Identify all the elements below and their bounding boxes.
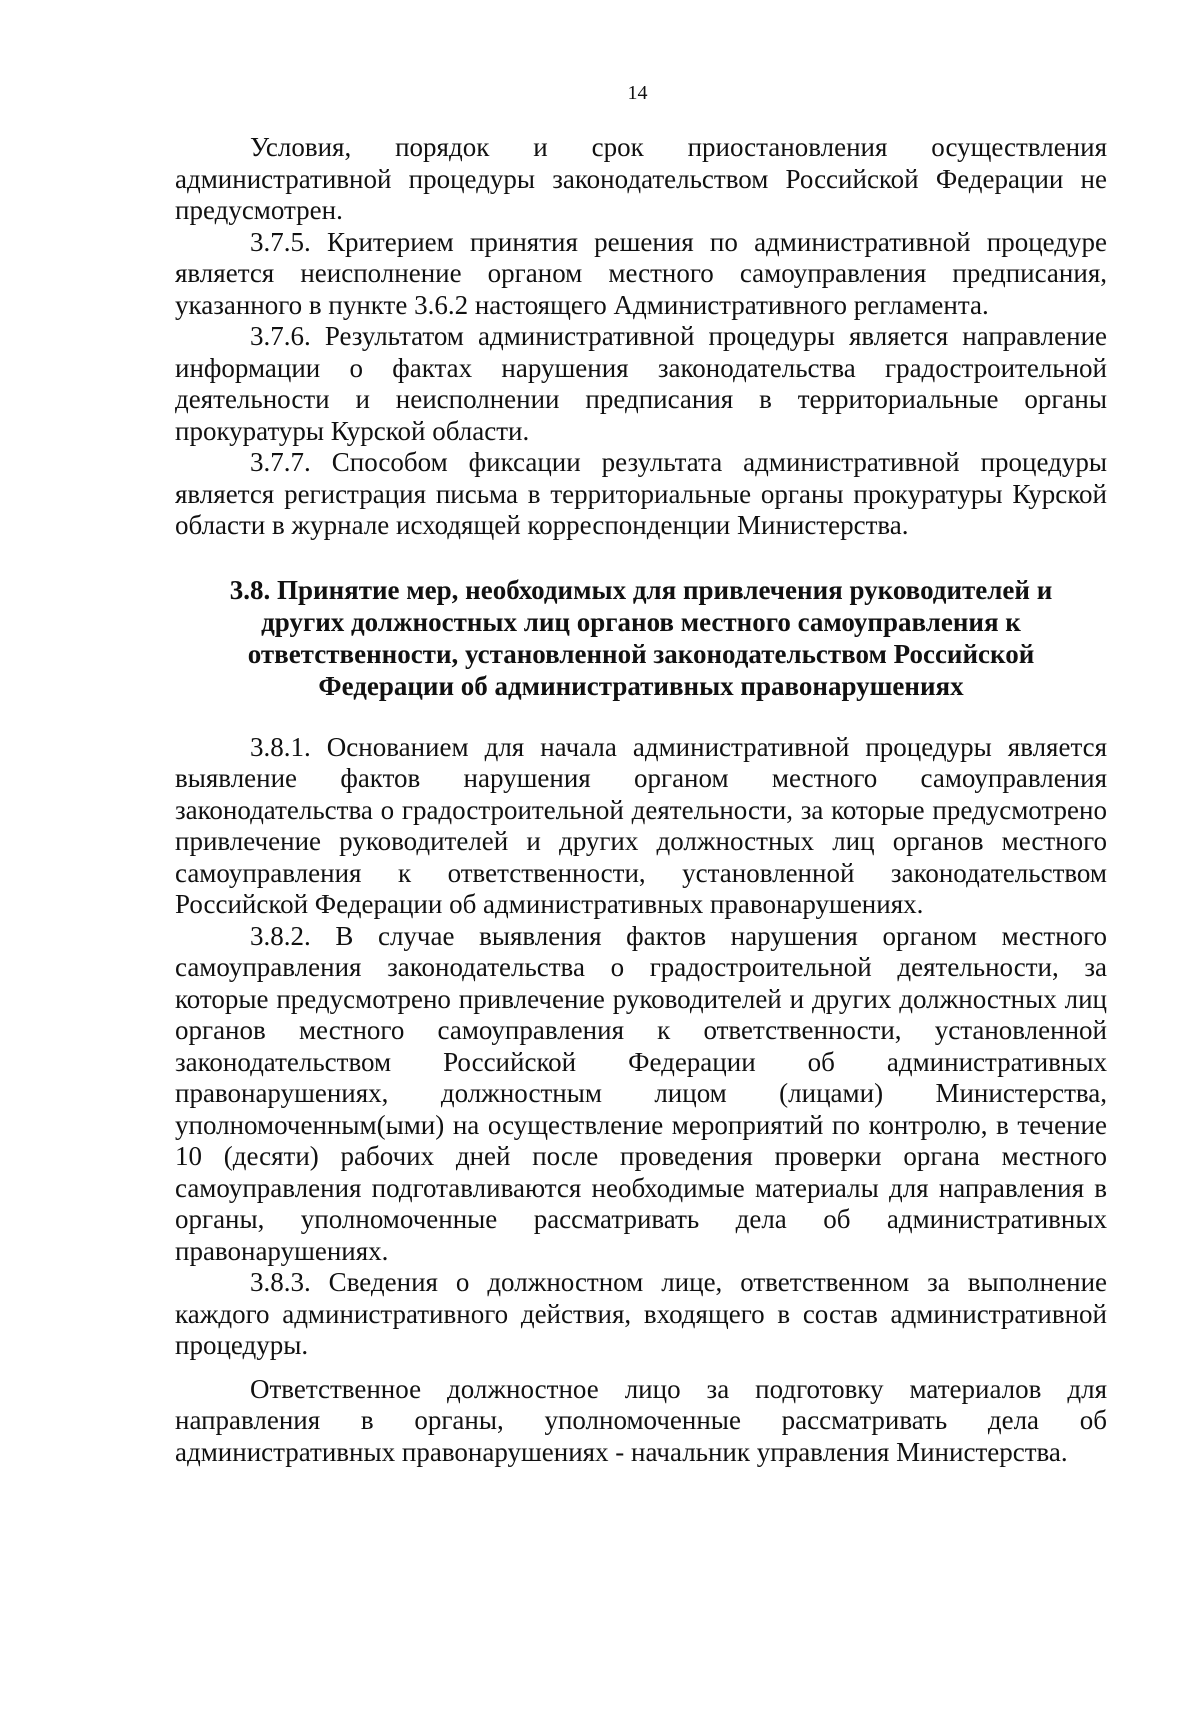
paragraph-3-8-1: 3.8.1. Основанием для начала административной процедуры является выявление фактов нарушения органом местного самоуправления законодательства о градостроительной деятельности, за которые предусмотрено привлечение руководителей и других должностных лиц органов местного самоуправления к ответственности, установленной законодательством Российской Федерации об административных правонарушениях. xyxy=(175,731,1107,919)
paragraph-suspension-conditions: Условия, порядок и срок приостановления осуществления административной процедуры законодательством Российской Федерации не предусмотрен. xyxy=(175,132,1107,225)
section-heading-3-8: 3.8. Принятие мер, необходимых для привлечения руководителей и других должностных лиц органов местного самоуправления к ответственности, установленной законодательством Российской Федерации об административных правонарушениях xyxy=(229,574,1053,701)
paragraph-3-7-6: 3.7.6. Результатом административной процедуры является направление информации о фактах нарушения законодательства градостроительной деятельности и неисполнении предписания в территориальные органы прокуратуры Курской области. xyxy=(175,321,1107,446)
paragraph-3-8-2: 3.8.2. В случае выявления фактов нарушения органом местного самоуправления законодательства о градостроительной деятельности, за которые предусмотрено привлечение руководителей и других должностных лиц органов местного самоуправления к ответственности, установленной законодательством Российской Федерации об административных правонарушениях, должностным лицом (лицами) Министерства, уполномоченным(ыми) на осуществление мероприятий по контролю, в течение 10 (десяти) рабочих дней после проведения проверки органа местного самоуправления подготавливаются необходимые материалы для направления в органы, уполномоченные рассматривать дела об административных правонарушениях. xyxy=(175,920,1107,1266)
paragraph-responsible-official: Ответственное должностное лицо за подготовку материалов для направления в органы, уполномоченные рассматривать дела об административных правонарушениях - начальник управления Министерства. xyxy=(175,1373,1107,1467)
paragraph-3-8-3: 3.8.3. Сведения о должностном лице, ответственном за выполнение каждого административного действия, входящего в состав административной процедуры. xyxy=(175,1267,1107,1360)
paragraph-3-7-5: 3.7.5. Критерием принятия решения по административной процедуре является неисполнение органом местного самоуправления предписания, указанного в пункте 3.6.2 настоящего Административного регламента. xyxy=(175,226,1107,320)
page-number: 14 xyxy=(627,82,648,104)
paragraph-3-7-7: 3.7.7. Способом фиксации результата административной процедуры является регистрация письма в территориальные органы прокуратуры Курской области в журнале исходящей корреспонденции Министерства. xyxy=(175,447,1107,540)
document-body xyxy=(175,132,1107,1468)
